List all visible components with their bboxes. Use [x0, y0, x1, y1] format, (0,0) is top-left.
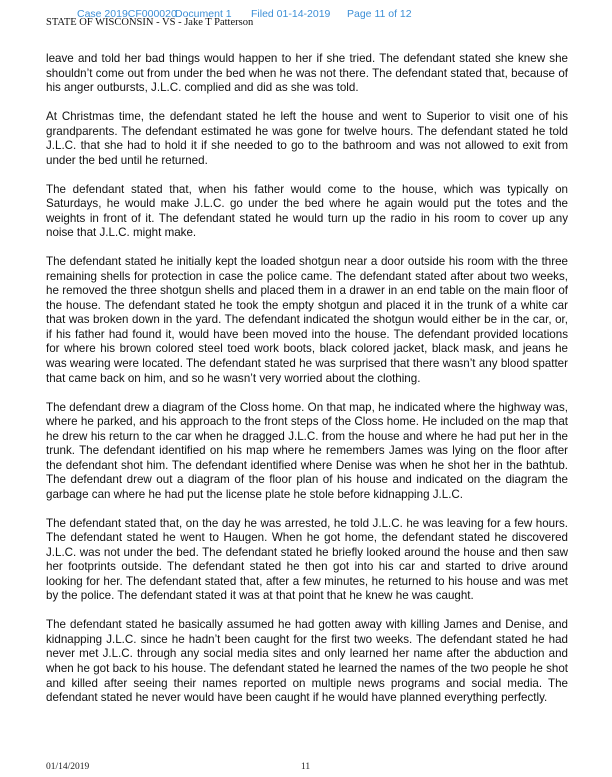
case-caption: STATE OF WISCONSIN - VS - Jake T Patterson [46, 17, 254, 28]
document-number: Document 1 [175, 8, 232, 20]
filed-date: Filed 01-14-2019 [251, 8, 331, 20]
page-indicator: Page 11 of 12 [347, 8, 412, 20]
paragraph: The defendant stated he initially kept the loaded shotgun near a door outside his room with the three remaining shells for protection in case the police came. The defendant stated after about two weeks, he removed the three shotgun shells and placed them in a drawer in an end table on the main floor of the house. The defendant stated he took the empty shotgun and placed it in the trunk of a white car that was broken down in the yard. The defendant indicated the shotgun would either be in the car, or, if his father had found it, would have been moved into the house. The defendant provided locations for where his brown colored steel toed work boots, black colored jacket, black mask, and jeans he was wearing were located. The defendant stated he was surprised that there wasn’t any blood spatter that came back on him, and so he wasn’t very worried about the clothing. [46, 255, 568, 385]
footer-page-number: 11 [301, 762, 311, 772]
paragraph: At Christmas time, the defendant stated he left the house and went to Superior to visit one of his grandparents. The defendant estimated he was gone for twelve hours. The defendant stated he told J.L.C. that she had to hold it if she needed to go to the bathroom and was not allowed to exit from under the bed until he returned. [46, 110, 568, 167]
document-body [46, 52, 568, 720]
paragraph: leave and told her bad things would happen to her if she tried. The defendant stated she knew she shouldn’t come out from under the bed when he was not there. The defendant stated that, because of his anger outbursts, J.L.C. complied and did as she was told. [46, 52, 568, 95]
paragraph: The defendant stated that, on the day he was arrested, he told J.L.C. he was leaving for a few hours. The defendant stated he went to Haugen. When he got home, the defendant stated he discovered J.L.C. was not under the bed. The defendant stated he briefly looked around the house and then saw her footprints outside. The defendant stated he then got into his car and started to drive around looking for her. The defendant stated that, after a few minutes, he returned to his house and was met by the police. The defendant stated it was at that point that he knew he was caught. [46, 516, 568, 603]
paragraph: The defendant stated he basically assumed he had gotten away with killing James and Denise, and kidnapping J.L.C. since he hadn’t been caught for the first two weeks. The defendant stated he had never met J.L.C. through any social media sites and only learned her name after the abduction and when he got back to his house. The defendant stated he learned the names of the two people he shot and killed after seeing their names reported on multiple news programs and social media. The defendant stated he never would have been caught if he would have planned everything perfectly. [46, 618, 568, 705]
paragraph: The defendant stated that, when his father would come to the house, which was typically on Saturdays, he would make J.L.C. go under the bed where he again would put the totes and the weights in front of it. The defendant stated he would turn up the radio in his room to cover up any noise that J.L.C. might make. [46, 182, 568, 240]
case-number: Case 2019CF000020 [77, 8, 177, 20]
footer-date: 01/14/2019 [46, 762, 90, 772]
paragraph: The defendant drew a diagram of the Closs home. On that map, he indicated where the highway was, where he parked, and his approach to the front steps of the Closs home. He included on the map that he drew his return to the car when he dragged J.L.C. from the house and where he had put her in the trunk. The defendant identified on his map where he remembers James was lying on the floor after the defendant shot him. The defendant identified where Denise was when he shot her in the bathtub. The defendant drew out a diagram of the floor plan of his house and indicated on the diagram the garbage can where he had put the license plate he stole before kidnapping J.L.C. [46, 400, 568, 501]
